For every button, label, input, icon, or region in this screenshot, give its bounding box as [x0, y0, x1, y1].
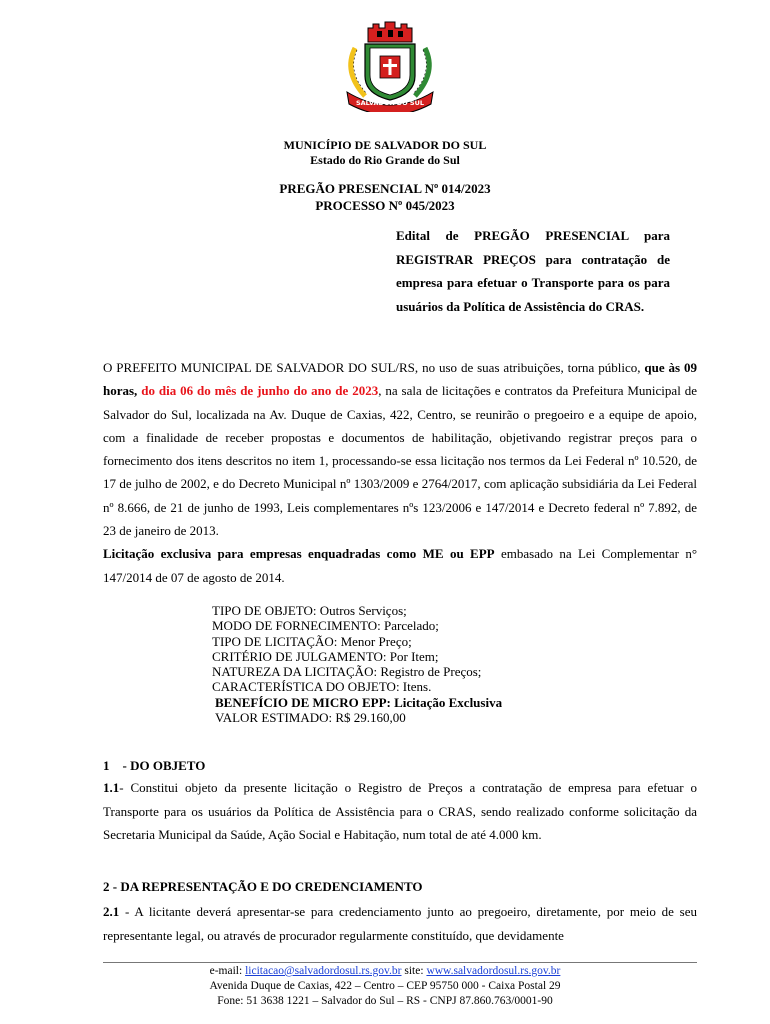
footer-address: Avenida Duque de Caxias, 422 – Centro – CEP 95750 000 - Caixa Postal 29 [209, 980, 561, 992]
intro-time: que às 09 horas, [103, 360, 698, 399]
section-1-title: 1 - DO OBJETO [103, 758, 206, 773]
edital-summary: Edital de PREGÃO PRESENCIAL para REGISTRAR PREÇOS para contratação de empresa para efetuar o Transporte para os para usuários da Política de Assistência do CRAS. [396, 228, 670, 314]
section-1-body [103, 776, 697, 847]
section-2-body [103, 900, 697, 947]
spec-supply-mode: MODO DE FORNECIMENTO: Parcelado; [212, 618, 439, 634]
process-number: PROCESSO Nº 045/2023 [315, 198, 455, 213]
intro-text [103, 356, 697, 589]
pregao-number: PREGÃO PRESENCIAL Nº 014/2023 [279, 181, 491, 196]
footer-site-link[interactable]: www.salvadordosul.rs.gov.br [426, 965, 561, 977]
spec-object-type: TIPO DE OBJETO: Outros Serviços; [212, 603, 407, 618]
exclusive-basis: embasado na Lei Complementar n° 147/2014 de 07 de agosto de 2014. [103, 546, 698, 585]
clause-2-1-text: - A licitante deverá apresentar-se para credenciamento junto ao pregoeiro, diretamente, por meio de seu representante legal, ou através de procurador regularmente constituído, que devidamente [103, 904, 697, 943]
footer-contact [0, 964, 770, 979]
clause-1-1-text: - Constitui objeto da presente licitação o Registro de Preços a contratação de empresa para efetuar o Transporte para os usuários da Política de Assistência para o CRAS, sendo realizado conforme solicitação da Secretaria Municipal da Saúde, Ação Social e Habitação, num total de até 4.000 km. [103, 780, 697, 842]
clause-1-1-number: 1.1 [103, 780, 120, 795]
footer-email-label: e-mail: [209, 965, 246, 977]
spec-benefit: BENEFÍCIO DE MICRO EPP: Licitação Exclusiva [215, 694, 503, 710]
spec-bid-type: TIPO DE LICITAÇÃO: Menor Preço; [212, 633, 412, 649]
municipal-crest-logo [335, 20, 445, 112]
bid-specs [212, 603, 502, 725]
footer-email-link[interactable]: licitacao@salvadordosul.rs.gov.br [245, 965, 402, 977]
spec-characteristic: CARACTERÍSTICA DO OBJETO: Itens. [212, 679, 432, 695]
spec-nature: NATUREZA DA LICITAÇÃO: Registro de Preços; [212, 664, 482, 680]
exclusive-notice: Licitação exclusiva para empresas enquadradas como ME ou EPP [103, 546, 495, 562]
page-footer [0, 964, 770, 1009]
spec-criteria: CRITÉRIO DE JULGAMENTO: Por Item; [212, 648, 439, 664]
clause-2-1-number: 2.1 [103, 904, 120, 919]
footer-site-label: site: [401, 965, 427, 977]
crest-motto: SALVADOR DO SUL [355, 99, 425, 107]
municipality-name: MUNICÍPIO DE SALVADOR DO SUL [283, 138, 487, 152]
state-name: Estado do Rio Grande do Sul [310, 153, 460, 167]
intro-opening: O PREFEITO MUNICIPAL DE SALVADOR DO SUL/RS, no uso de suas atribuições, torna público, [103, 360, 641, 375]
section-2-title: 2 - DA REPRESENTAÇÃO E DO CREDENCIAMENTO [103, 879, 423, 894]
footer-divider [103, 962, 697, 963]
footer-phone: Fone: 51 3638 1221 – Salvador do Sul – RS - CNPJ 87.860.763/0001-90 [217, 995, 553, 1007]
intro-date: do dia 06 do mês de junho do ano de 2023 [141, 383, 379, 399]
intro-body: , na sala de licitações e contratos da Prefeitura Municipal de Salvador do Sul, localizada na Av. Duque de Caxias, 422, Centro, se reunirão o pregoeiro e a equipe de apoio, com a finalidade de receber propostas e documentos de habilitação, objetivando registrar preços para o fornecimento dos itens descritos no item 1, processando-se essa licitação nos termos da Lei Federal nº 10.520, de 17 de julho de 2002, e do Decreto Municipal nº 1303/2009 e 2764/2017, com aplicação subsidiária da Lei Federal nº 8.666, de 21 de junho de 1993, Leis complementares nºs 123/2006 e 147/2014 e Decreto federal nº 7.892, de 23 de janeiro de 2013. [103, 383, 697, 539]
spec-estimated-value: VALOR ESTIMADO: R$ 29.160,00 [215, 710, 406, 726]
